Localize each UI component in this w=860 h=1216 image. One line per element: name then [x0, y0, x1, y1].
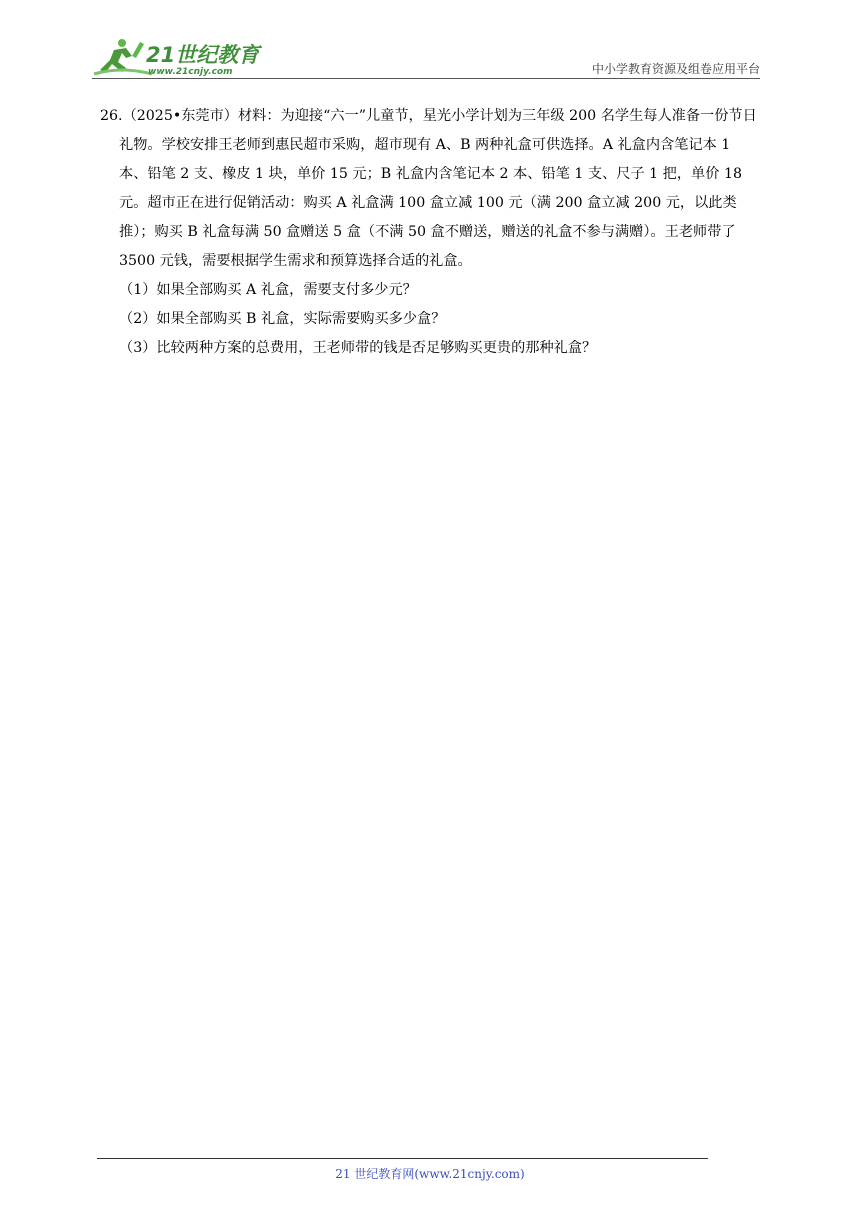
page-header: [92, 30, 760, 80]
question-part-1: （1）如果全部购买 A 礼盒，需要支付多少元？: [119, 282, 417, 298]
svg-text:21世纪教育: 21世纪教育: [146, 43, 260, 67]
header-platform-text: 中小学教育资源及组卷应用平台: [591, 62, 760, 76]
footer-text: 21 世纪教育网(www.21cnjy.com): [335, 1167, 525, 1181]
footer-divider: [97, 1158, 708, 1159]
question-part-3: （3）比较两种方案的总费用，王老师带的钱是否足够购买更贵的那种礼盒？: [119, 340, 597, 356]
question-26: [100, 102, 760, 363]
svg-text:www.21cnjy.com: www.21cnjy.com: [148, 67, 233, 77]
header-divider: [92, 78, 760, 79]
question-stem: 26.（2025•东莞市）材料：为迎接“六一”儿童节，星光小学计划为三年级 200 名学生每人准备一份节日礼物。学校安排王老师到惠民超市采购，超市现有 A、B 两种礼盒可供选择。A 礼盒内含笔记本 1 本、铅笔 2 支、橡皮 1 块，单价 15 元；B 礼盒内含笔记本 2 本、铅笔 1 支、尺子 1 把，单价 18 元。超市正在进行促销活动：购买 A 礼盒满 100 盒立减 100 元（满 200 盒立减 200 元，以此类推）；购买 B 礼盒每满 50 盒赠送 5 盒（不满 50 盒不赠送，赠送的礼盒不参与满赠）。王老师带了 3500 元钱，需要根据学生需求和预算选择合适的礼盒。: [100, 108, 757, 269]
question-part-2: （2）如果全部购买 B 礼盒，实际需要购买多少盒？: [119, 311, 446, 327]
logo-21cnjy: [92, 36, 262, 78]
